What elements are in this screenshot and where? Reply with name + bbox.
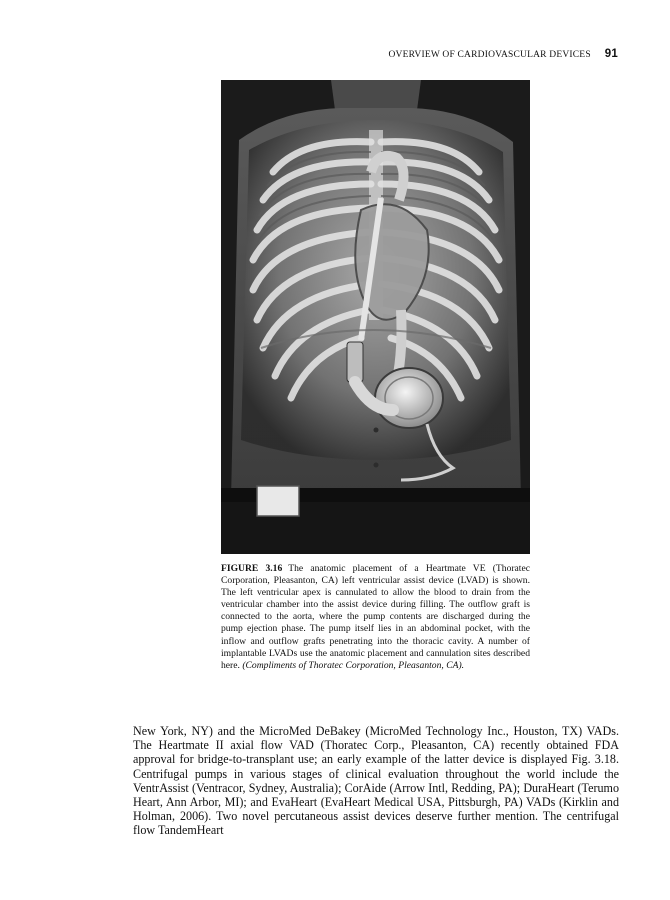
page-number: 91 [604, 48, 618, 60]
figure-image [221, 80, 530, 554]
figure-caption-text: The anatomic placement of a Heartmate VE (Thoratec Corporation, Pleasanton, CA) left ventricular assist device (LVAD) is shown. The left ventricular apex is cannulated to allow the blood to drain from the ventricular chamber into the assist device during filling. The outflow graft is connected to the aorta, where the pump contents are discharged during the pump ejection phase. The pump itself lies in an abdominal pocket, with the inflow and outflow grafts penetrating into the thoracic cavity. A number of implantable LVADs use the anatomic placement and cannulation sites described here. [221, 563, 530, 671]
figure-label: FIGURE 3.16 [221, 563, 283, 574]
body-paragraph: New York, NY) and the MicroMed DeBakey (MicroMed Technology Inc., Houston, TX) VADs. The Heartmate II axial flow VAD (Thoratec Corp., Pleasanton, CA) recently obtained FDA approval for bridge-to-transplant use; an early example of the latter device is displayed Fig. 3.18. Centrifugal pumps in various stages of clinical evaluation throughout the world include the VentrAssist (Ventracor, Sydney, Australia); CorAide (Arrow Intl, Redding, PA); DuraHeart (Terumo Heart, Ann Arbor, MI); and EvaHeart (EvaHeart Medical USA, Pittsburgh, PA) VADs (Kirklin and Holman, 2006). Two novel percutaneous assist devices deserve further mention. The centrifugal flow TandemHeart [133, 724, 619, 838]
running-head [389, 48, 619, 60]
figure-caption [221, 563, 530, 672]
xray-chest-lvad-icon [221, 80, 530, 554]
figure-credit: (Compliments of Thoratec Corporation, Pleasanton, CA). [242, 659, 465, 671]
running-head-title: OVERVIEW OF CARDIOVASCULAR DEVICES [388, 50, 591, 60]
